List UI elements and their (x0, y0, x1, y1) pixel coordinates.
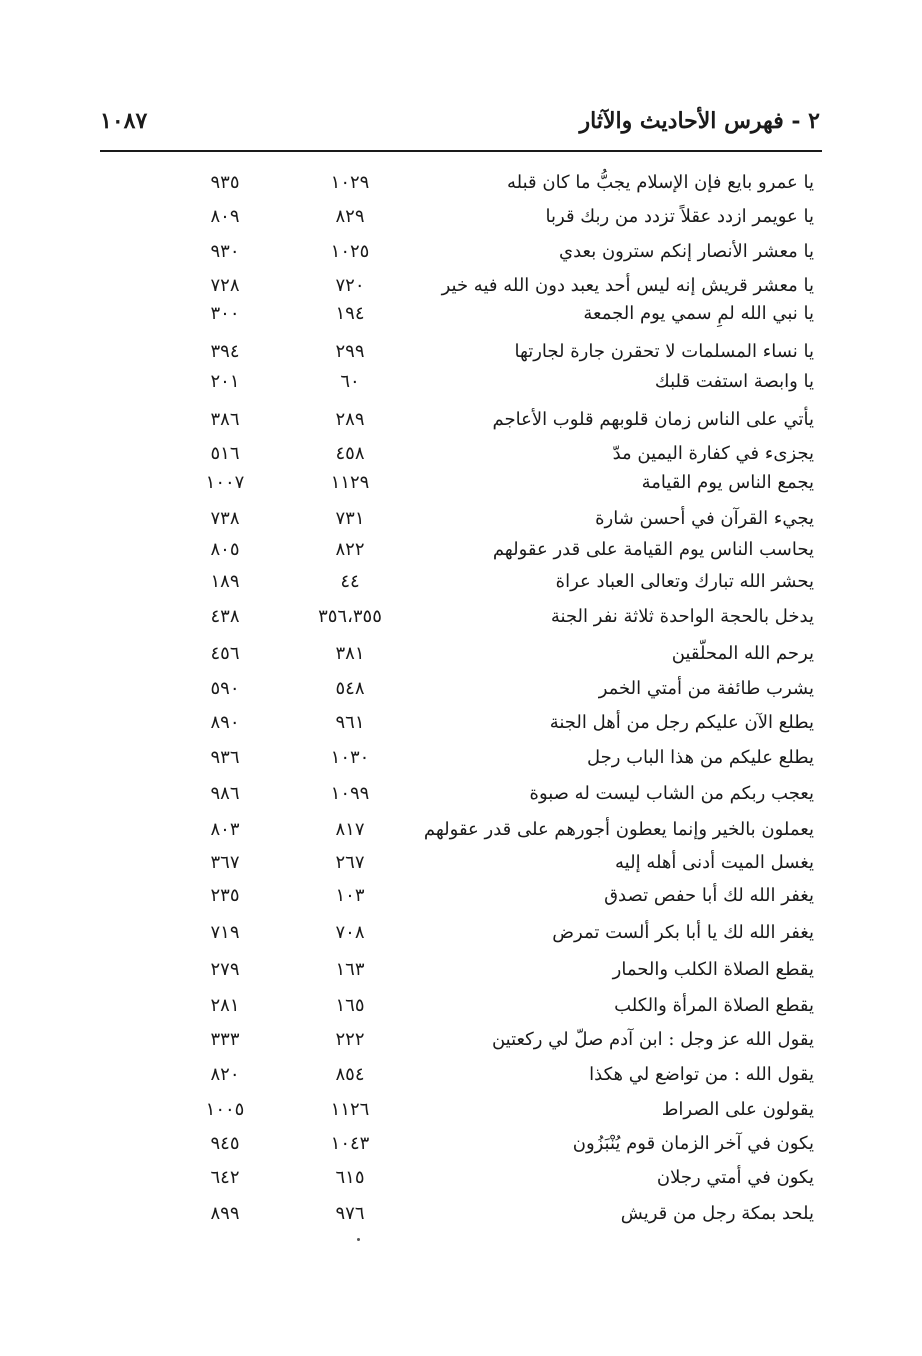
reference-number: ١٠٢٥ (330, 241, 370, 262)
reference-number: ١٩٤ (335, 303, 365, 324)
hadith-text: يا نساء المسلمات لا تحقرن جارة لجارتها (514, 341, 814, 362)
reference-number-secondary: ٩٣٠ (210, 241, 240, 262)
reference-number-secondary: ٣٠٠ (210, 303, 240, 324)
table-row (0, 778, 922, 810)
hadith-text: يكون في أمتي رجلان (656, 1167, 814, 1188)
reference-number-secondary: ٢٧٩ (210, 959, 240, 980)
reference-number-secondary: ٨٠٥ (210, 539, 240, 560)
hadith-text: يحشر الله تبارك وتعالى العباد عراة (555, 571, 814, 592)
hadith-text: يشرب طائفة من أمتي الخمر (598, 678, 814, 699)
reference-number: ٨٥٤ (335, 1064, 365, 1085)
reference-number: ١٠٣٠ (330, 747, 370, 768)
hadith-text: يقول الله عز وجل : ابن آدم صلّ لي ركعتين (491, 1029, 814, 1050)
reference-number-secondary: ٨٠٣ (210, 819, 240, 840)
hadith-text: يجزىء في كفارة اليمين مدّ (612, 443, 814, 464)
hadith-text: يا وابصة استفت قلبك (654, 371, 814, 392)
table-row (0, 1162, 922, 1194)
reference-number: ٩٦١ (335, 712, 365, 733)
hadith-text: يقطع الصلاة الكلب والحمار (612, 959, 814, 980)
table-row (0, 438, 922, 470)
hadith-text: يقول الله : من تواضع لي هكذا (589, 1064, 814, 1085)
reference-number-secondary: ١٠٠٧ (205, 472, 245, 493)
table-row (0, 638, 922, 670)
reference-number: ١٦٥ (335, 995, 365, 1016)
reference-number-secondary: ٧٣٨ (210, 508, 240, 529)
reference-number: ٢٢٢ (335, 1029, 365, 1050)
reference-number-secondary: ٢٠١ (210, 371, 240, 392)
hadith-text: يغسل الميت أدنى أهله إليه (615, 852, 814, 873)
ink-speck (357, 1238, 360, 1241)
reference-number: ٨٢٩ (335, 206, 365, 227)
reference-number: ٦١٥ (335, 1167, 365, 1188)
reference-number-secondary: ٩٣٥ (210, 172, 240, 193)
reference-number-secondary: ٣٨٦ (210, 409, 240, 430)
table-row (0, 601, 922, 633)
reference-number-secondary: ٣٣٣ (210, 1029, 240, 1050)
reference-number-secondary: ٣٦٧ (210, 852, 240, 873)
hadith-text: يجيء القرآن في أحسن شارة (595, 508, 814, 529)
reference-number-secondary: ٢٨١ (210, 995, 240, 1016)
reference-number: ٩٧٦ (335, 1203, 365, 1224)
table-row (0, 814, 922, 846)
table-row (0, 880, 922, 912)
table-row (0, 1128, 922, 1160)
hadith-text: يدخل بالحجة الواحدة ثلاثة نفر الجنة (550, 606, 814, 627)
table-row (0, 236, 922, 268)
table-row (0, 336, 922, 368)
table-row (0, 990, 922, 1022)
reference-number-secondary: ٤٥٦ (210, 643, 240, 664)
page-header (100, 108, 820, 144)
reference-number-secondary: ٤٣٨ (210, 606, 240, 627)
reference-number: ٢٨٩ (335, 409, 365, 430)
reference-number-secondary: ١٠٠٥ (205, 1099, 245, 1120)
table-row (0, 954, 922, 986)
table-row (0, 404, 922, 436)
hadith-text: يا معشر قريش إنه ليس أحد يعبد دون الله فيه خير (441, 275, 814, 296)
reference-number: ١٠٢٩ (330, 172, 370, 193)
reference-number: ٥٤٨ (335, 678, 365, 699)
hadith-text: يا عويمر ازدد عقلاً تزدد من ربك قربا (545, 206, 814, 227)
hadith-text: يا عمرو بايع فإن الإسلام يجبُّ ما كان قبله (506, 172, 814, 193)
reference-number: ١١٢٩ (330, 472, 370, 493)
hadith-text: يا معشر الأنصار إنكم سترون بعدي (559, 241, 814, 262)
reference-number-secondary: ١٨٩ (210, 571, 240, 592)
hadith-text: يأتي على الناس زمان قلوبهم قلوب الأعاجم (492, 409, 814, 430)
hadith-text: يكون في آخر الزمان قوم يُنْبَزُون (572, 1133, 814, 1154)
reference-number: ٣٨١ (335, 643, 365, 664)
table-row (0, 167, 922, 199)
table-row (0, 1059, 922, 1091)
table-row (0, 298, 922, 330)
section-title: ٢ - فهرس الأحاديث والآثار (579, 108, 820, 134)
table-row (0, 1094, 922, 1126)
reference-number-secondary: ٥١٦ (210, 443, 240, 464)
reference-number-secondary: ٦٤٢ (210, 1167, 240, 1188)
hadith-text: يطلع عليكم من هذا الباب رجل (586, 747, 814, 768)
hadith-text: يقولون على الصراط (661, 1099, 814, 1120)
hadith-text: يا نبي الله لمِ سمي يوم الجمعة (583, 303, 814, 324)
hadith-text: يعملون بالخير وإنما يعطون أجورهم على قدر عقولهم (423, 819, 814, 840)
reference-number: ٣٥٦،٣٥٥ (318, 606, 382, 627)
hadith-text: يغفر الله لك أبا حفص تصدق (604, 885, 814, 906)
reference-number: ٦٠ (340, 371, 360, 392)
reference-number-secondary: ٨٠٩ (210, 206, 240, 227)
table-row (0, 1024, 922, 1056)
table-row (0, 742, 922, 774)
reference-number-secondary: ٢٣٥ (210, 885, 240, 906)
reference-number-secondary: ٨٩٠ (210, 712, 240, 733)
hadith-text: يغفر الله لك يا أبا بكر ألست تمرض (552, 922, 814, 943)
reference-number: ٨٢٢ (335, 539, 365, 560)
reference-number-secondary: ٥٩٠ (210, 678, 240, 699)
reference-number-secondary: ٣٩٤ (210, 341, 240, 362)
reference-number: ٧٢٠ (335, 275, 365, 296)
table-row (0, 503, 922, 535)
hadith-text: يحاسب الناس يوم القيامة على قدر عقولهم (492, 539, 814, 560)
reference-number: ٧٣١ (335, 508, 365, 529)
hadith-text: يرحم الله المحلّقين (671, 643, 814, 664)
reference-number-secondary: ٧٢٨ (210, 275, 240, 296)
table-row (0, 467, 922, 499)
table-row (0, 707, 922, 739)
reference-number: ٢٩٩ (335, 341, 365, 362)
table-row (0, 673, 922, 705)
reference-number: ٧٠٨ (335, 922, 365, 943)
reference-number: ٤٤ (340, 571, 360, 592)
reference-number: ١٠٣ (335, 885, 365, 906)
reference-number-secondary: ٨٢٠ (210, 1064, 240, 1085)
hadith-text: يطلع الآن عليكم رجل من أهل الجنة (549, 712, 814, 733)
hadith-text: يجمع الناس يوم القيامة (641, 472, 814, 493)
table-row (0, 201, 922, 233)
reference-number: ١٠٩٩ (330, 783, 370, 804)
reference-number-secondary: ٧١٩ (210, 922, 240, 943)
reference-number-secondary: ٨٩٩ (210, 1203, 240, 1224)
table-row (0, 366, 922, 398)
hadith-text: يلحد بمكة رجل من قريش (620, 1203, 814, 1224)
reference-number: ١١٢٦ (330, 1099, 370, 1120)
header-divider (100, 150, 822, 152)
reference-number: ١٠٤٣ (330, 1133, 370, 1154)
reference-number: ٤٥٨ (335, 443, 365, 464)
table-row (0, 566, 922, 598)
reference-number-secondary: ٩٤٥ (210, 1133, 240, 1154)
reference-number-secondary: ٩٨٦ (210, 783, 240, 804)
hadith-text: يعجب ربكم من الشاب ليست له صبوة (529, 783, 814, 804)
reference-number: ٨١٧ (335, 819, 365, 840)
reference-number: ١٦٣ (335, 959, 365, 980)
reference-number-secondary: ٩٣٦ (210, 747, 240, 768)
hadith-text: يقطع الصلاة المرأة والكلب (614, 995, 814, 1016)
page-number: ١٠٨٧ (100, 108, 148, 134)
table-row (0, 917, 922, 949)
table-row (0, 847, 922, 879)
reference-number: ٢٦٧ (335, 852, 365, 873)
table-row (0, 534, 922, 566)
table-row (0, 1198, 922, 1230)
